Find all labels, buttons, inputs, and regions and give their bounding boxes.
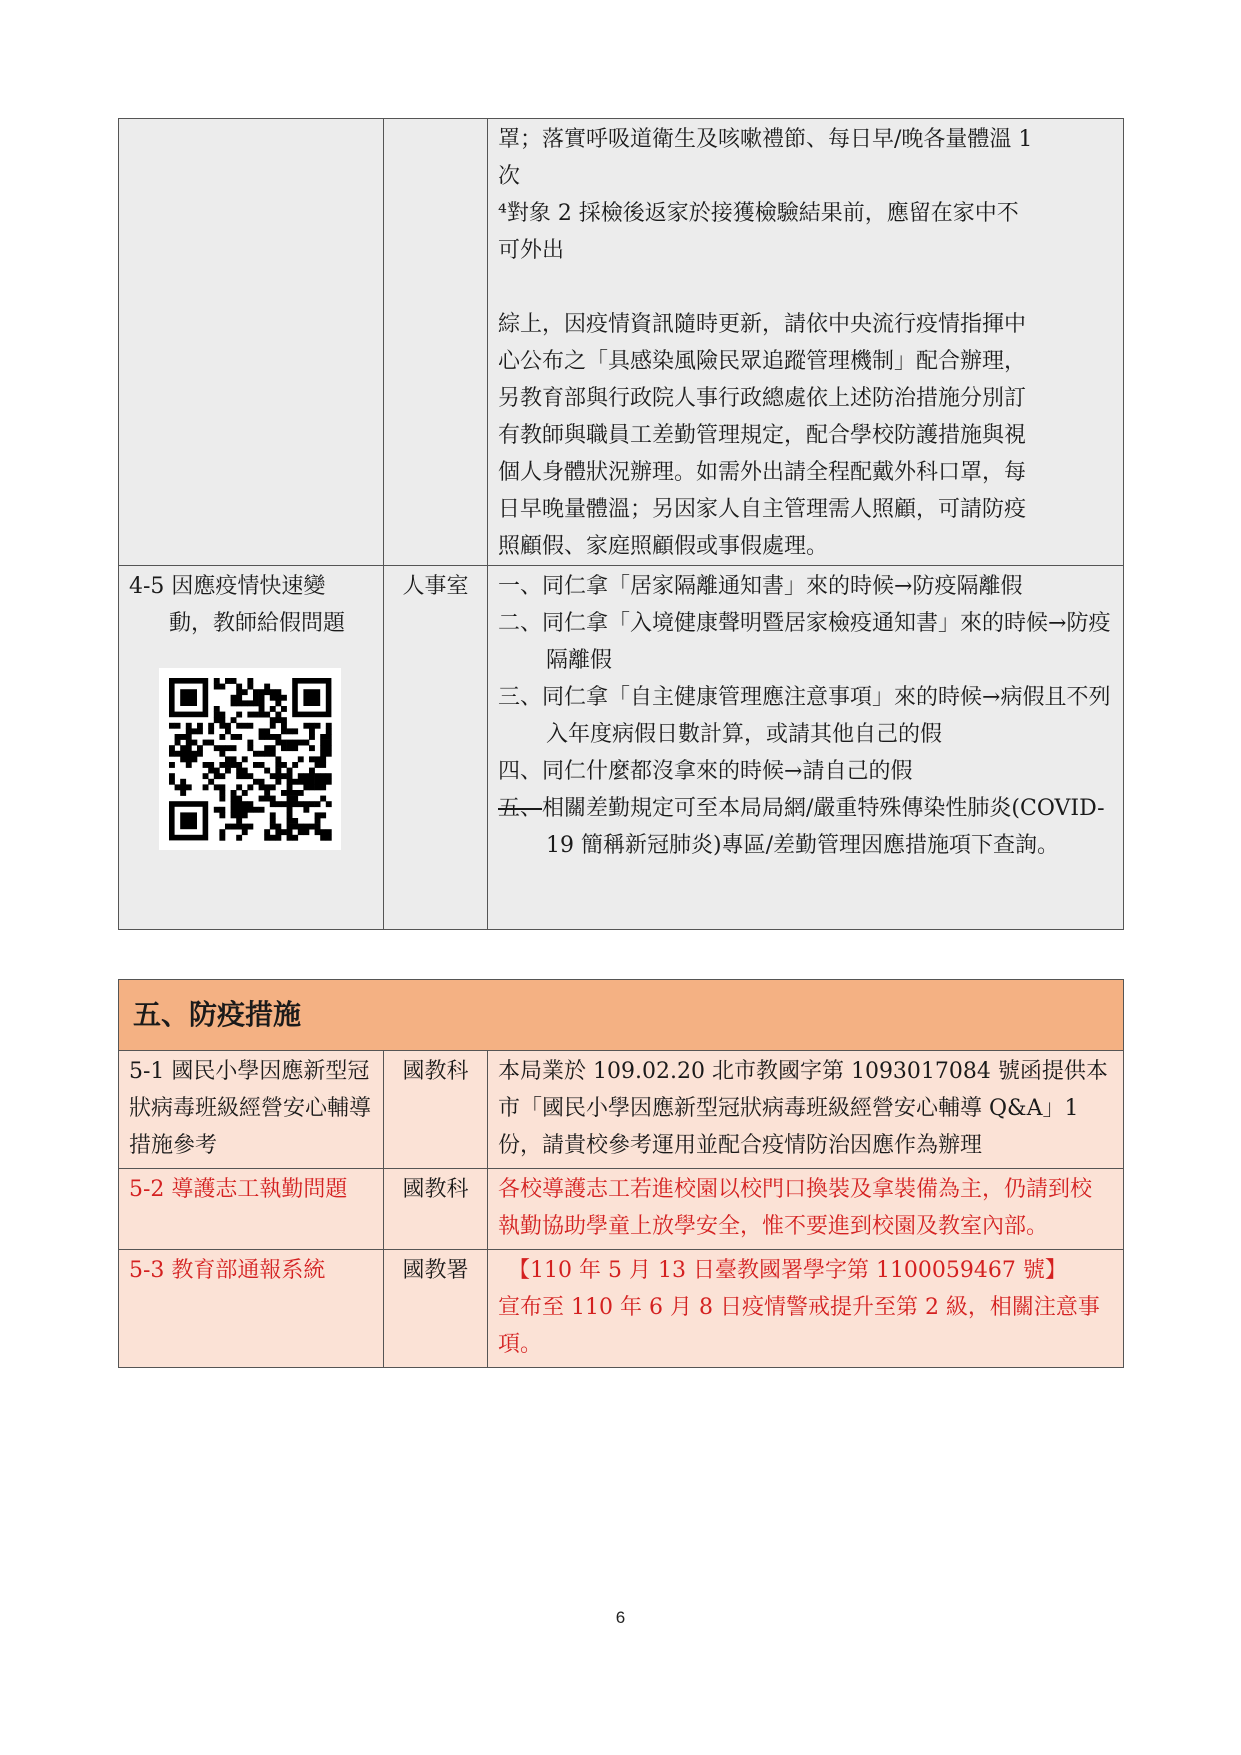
office-cell: 國教署 xyxy=(384,1250,488,1368)
summary-line: 心公布之「具感染風險民眾追蹤管理機制」配合辦理， xyxy=(498,349,1027,374)
content-line: 【110 年 5 月 13 日臺教國署學字第 1100059467 號】 xyxy=(508,1258,1067,1283)
topic-text: 4-5 因應疫情快速變 xyxy=(129,574,326,599)
table-row xyxy=(119,1250,1124,1368)
list-item: 三、同仁拿「自主健康管理應注意事項」來的時候→病假且不列入年度病假日數計算，或請其他自己的假 xyxy=(498,685,1111,747)
topic-cell: 5-2 導護志工執勤問題 xyxy=(119,1169,384,1250)
topic-cell xyxy=(119,566,384,930)
content-line: 可外出 xyxy=(498,238,565,263)
section-header-row xyxy=(119,980,1124,1051)
topic-cell: 5-1 國民小學因應新型冠狀病毒班級經營安心輔導措施參考 xyxy=(119,1051,384,1169)
summary-line: 照顧假、家庭照顧假或事假處理。 xyxy=(498,534,829,559)
section-title: 五、防疫措施 xyxy=(119,980,1124,1051)
content-line: 次 xyxy=(498,164,521,189)
content-cell xyxy=(488,119,1124,566)
summary-line: 綜上，因疫情資訊隨時更新，請依中央流行疫情指揮中 xyxy=(498,312,1027,337)
content-line: 宣布至 110 年 6 月 8 日疫情警戒提升至第 2 級，相關注意事項。 xyxy=(498,1295,1100,1357)
page-number: 6 xyxy=(615,1608,626,1627)
topic-cell: 5-3 教育部通報系統 xyxy=(119,1250,384,1368)
topic-cell xyxy=(119,119,384,566)
list-item: 二、同仁拿「入境健康聲明暨居家檢疫通知書」來的時候→防疫隔離假 xyxy=(498,611,1111,673)
list-item: 一、同仁拿「居家隔離通知書」來的時候→防疫隔離假 xyxy=(498,574,1023,599)
prevention-measures-table xyxy=(118,979,1124,1368)
table-row xyxy=(119,119,1124,566)
list-item: 四、同仁什麼都沒拿來的時候→請自己的假 xyxy=(498,759,913,784)
table-row xyxy=(119,1051,1124,1169)
leave-rules-table xyxy=(118,118,1124,930)
summary-line: 另教育部與行政院人事行政總處依上述防治措施分別訂 xyxy=(498,386,1027,411)
list-item: 五、相關差勤規定可至本局局網/嚴重特殊傳染性肺炎(COVID-19 簡稱新冠肺炎)專區/差勤管理因應措施項下查詢。 xyxy=(498,796,1105,858)
content-line: ⁴對象 2 採檢後返家於接獲檢驗結果前，應留在家中不 xyxy=(498,201,1019,226)
table-row xyxy=(119,566,1124,930)
qr-code-image xyxy=(159,668,341,850)
table-row xyxy=(119,1169,1124,1250)
topic-text: 動，教師給假問題 xyxy=(169,611,346,636)
summary-line: 日早晚量體溫；另因家人自主管理需人照顧，可請防疫 xyxy=(498,497,1027,522)
office-cell: 國教科 xyxy=(384,1169,488,1250)
content-cell xyxy=(488,1250,1124,1368)
content-cell xyxy=(488,566,1124,930)
content-cell: 本局業於 109.02.20 北市教國字第 1093017084 號函提供本市「國民小學因應新型冠狀病毒班級經營安心輔導 Q&A」1 份，請貴校參考運用並配合疫情防治因應作為辦理 xyxy=(488,1051,1124,1169)
struck-lead: 五、 xyxy=(498,796,543,821)
content-cell: 各校導護志工若進校園以校門口換裝及拿裝備為主，仍請到校執勤協助學童上放學安全，惟不要進到校園及教室內部。 xyxy=(488,1169,1124,1250)
office-cell xyxy=(384,119,488,566)
summary-line: 個人身體狀況辦理。如需外出請全程配戴外科口罩，每 xyxy=(498,460,1027,485)
summary-line: 有教師與職員工差勤管理規定，配合學校防護措施與視 xyxy=(498,423,1027,448)
office-cell: 國教科 xyxy=(384,1051,488,1169)
content-line: 罩；落實呼吸道衛生及咳嗽禮節、每日早/晚各量體溫 1 xyxy=(498,127,1033,152)
office-cell: 人事室 xyxy=(384,566,488,930)
